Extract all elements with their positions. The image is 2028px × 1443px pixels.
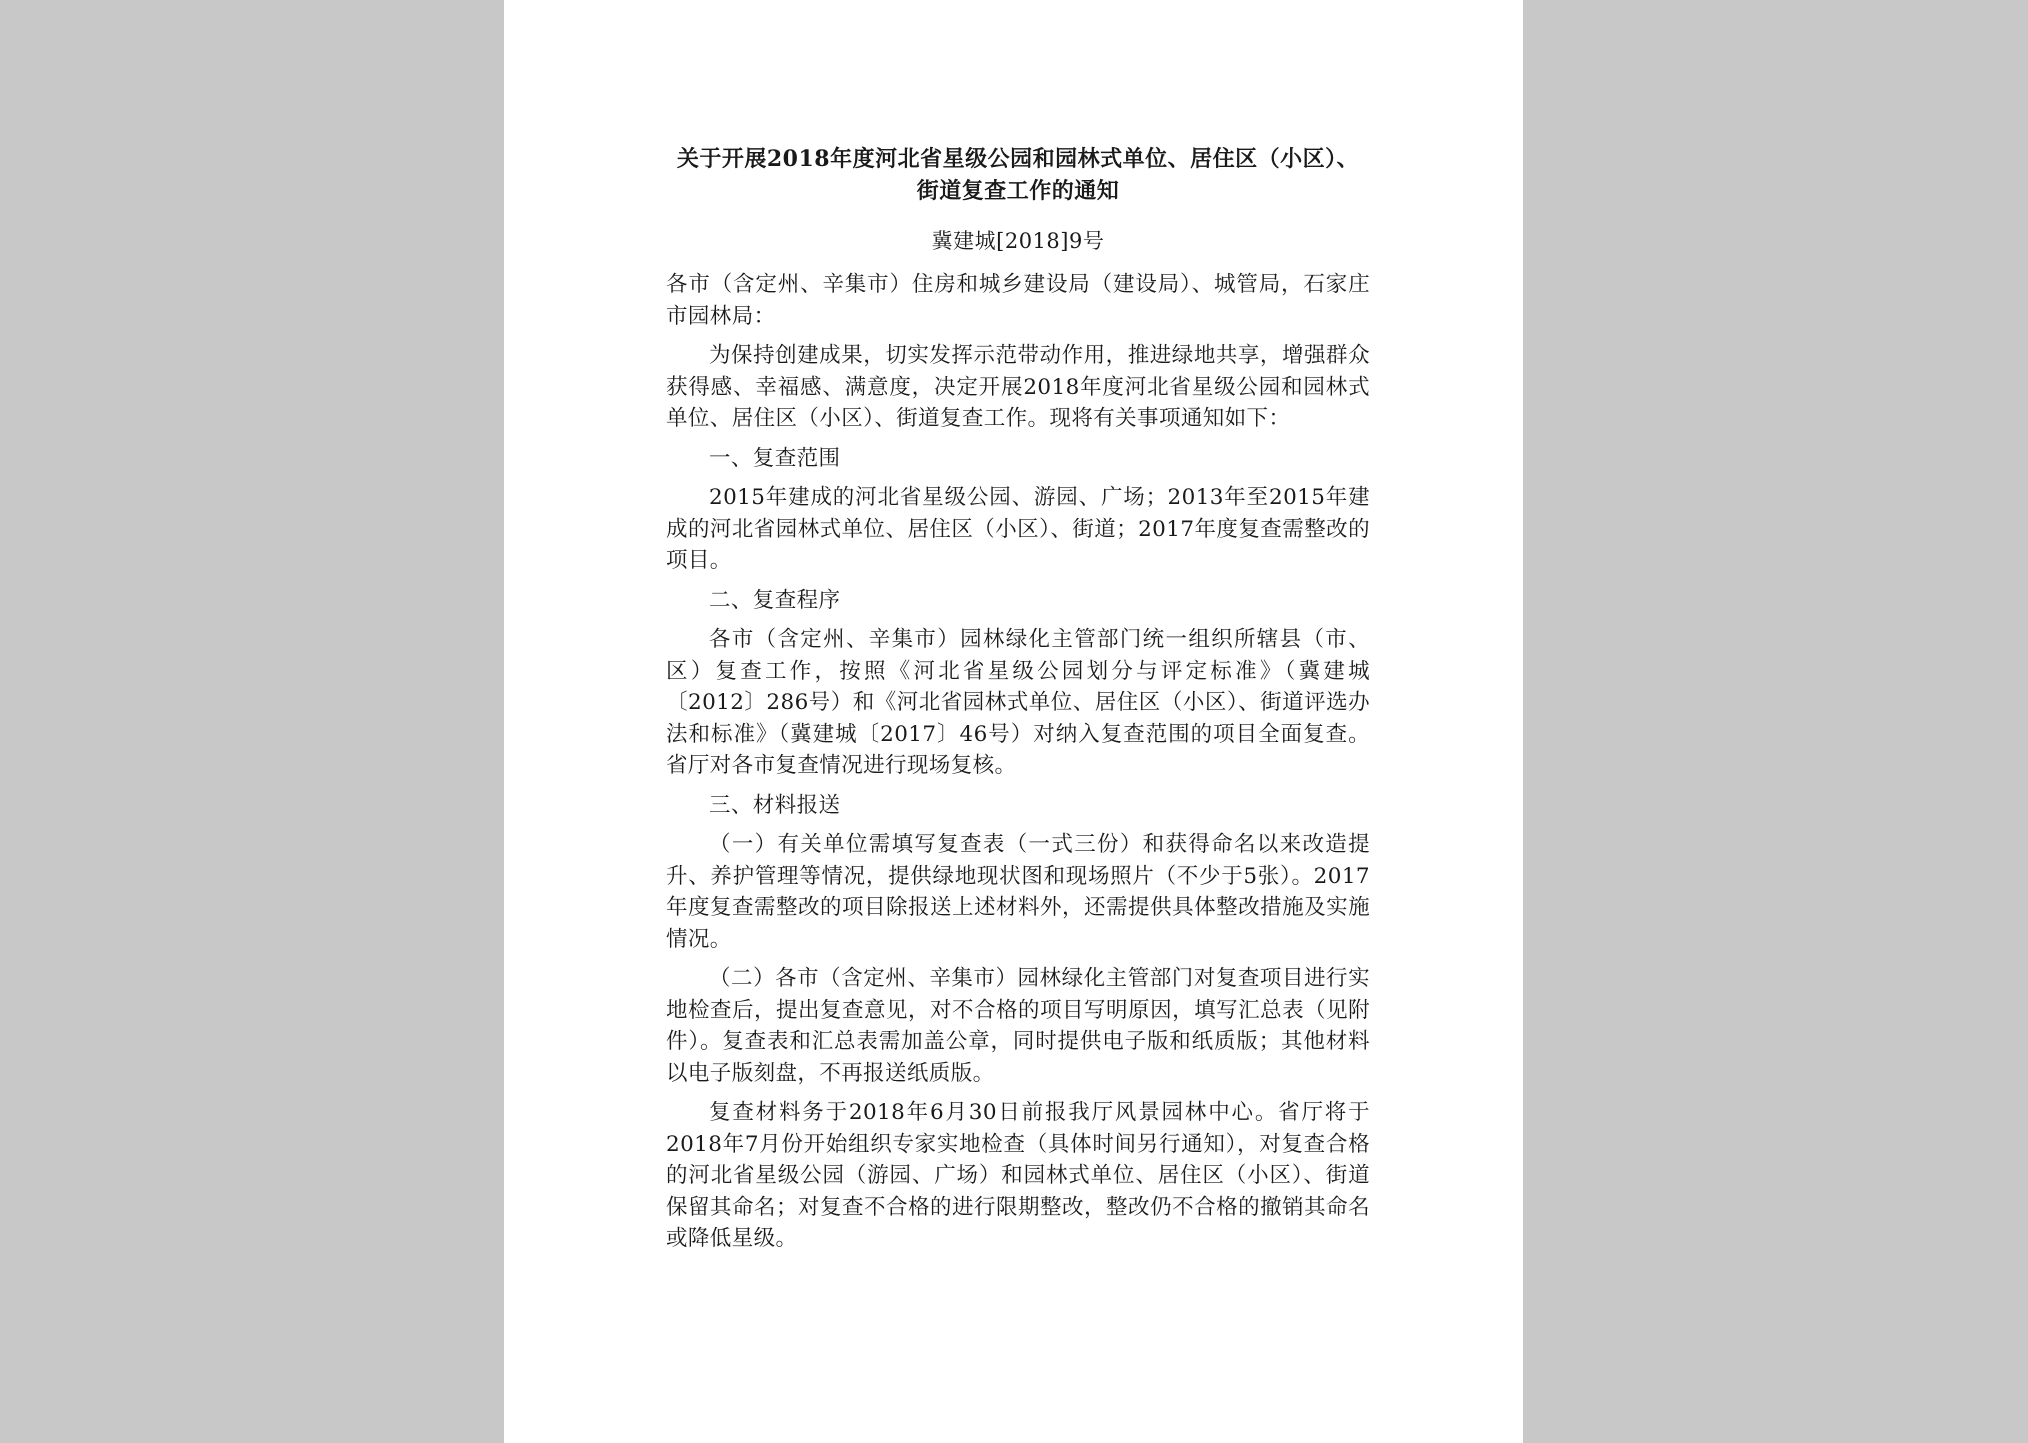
section-heading-materials: 三、材料报送 (709, 792, 841, 818)
document-body (666, 143, 1370, 1263)
document-page (504, 0, 1523, 1443)
section-scope-text: 2015年建成的河北省星级公园、游园、广场；2013年至2015年建成的河北省园林式单位、居住区（小区）、街道；2017年度复查需整改的项目。 (666, 485, 1370, 573)
materials-item-2: （二）各市（含定州、辛集市）园林绿化主管部门对复查项目进行实地检查后，提出复查意见，对不合格的项目写明原因，填写汇总表（见附件）。复查表和汇总表需加盖公章，同时提供电子版和纸质版；其他材料以电子版刻盘，不再报送纸质版。 (666, 966, 1370, 1086)
section-heading-procedure: 二、复查程序 (709, 587, 841, 613)
materials-item-1: （一）有关单位需填写复查表（一式三份）和获得命名以来改造提升、养护管理等情况，提供绿地现状图和现场照片（不少于5张）。2017年度复查需整改的项目除报送上述材料外，还需提供具体整改措施及实施情况。 (666, 832, 1370, 952)
section-heading-scope: 一、复查范围 (709, 445, 841, 471)
intro-paragraph: 为保持创建成果，切实发挥示范带动作用，推进绿地共享，增强群众获得感、幸福感、满意度，决定开展2018年度河北省星级公园和园林式单位、居住区（小区）、街道复查工作。现将有关事项通知如下： (666, 343, 1370, 431)
document-title: 关于开展2018年度河北省星级公园和园林式单位、居住区（小区）、街道复查工作的通知 (676, 146, 1360, 204)
section-procedure-text: 各市（含定州、辛集市）园林绿化主管部门统一组织所辖县（市、区）复查工作，按照《河北省星级公园划分与评定标准》（冀建城〔2012〕286号）和《河北省园林式单位、居住区（小区）、街道评选办法和标准》（冀建城〔2017〕46号）对纳入复查范围的项目全面复查。省厅对各市复查情况进行现场复核。 (666, 627, 1370, 778)
closing-paragraph: 复查材料务于2018年6月30日前报我厅风景园林中心。省厅将于2018年7月份开始组织专家实地检查（具体时间另行通知），对复查合格的河北省星级公园（游园、广场）和园林式单位、居住区（小区）、街道保留其命名；对复查不合格的进行限期整改，整改仍不合格的撤销其命名或降低星级。 (666, 1100, 1370, 1251)
addressee-paragraph: 各市（含定州、辛集市）住房和城乡建设局（建设局）、城管局，石家庄市园林局： (666, 272, 1370, 329)
document-number: 冀建城[2018]9号 (931, 229, 1105, 253)
